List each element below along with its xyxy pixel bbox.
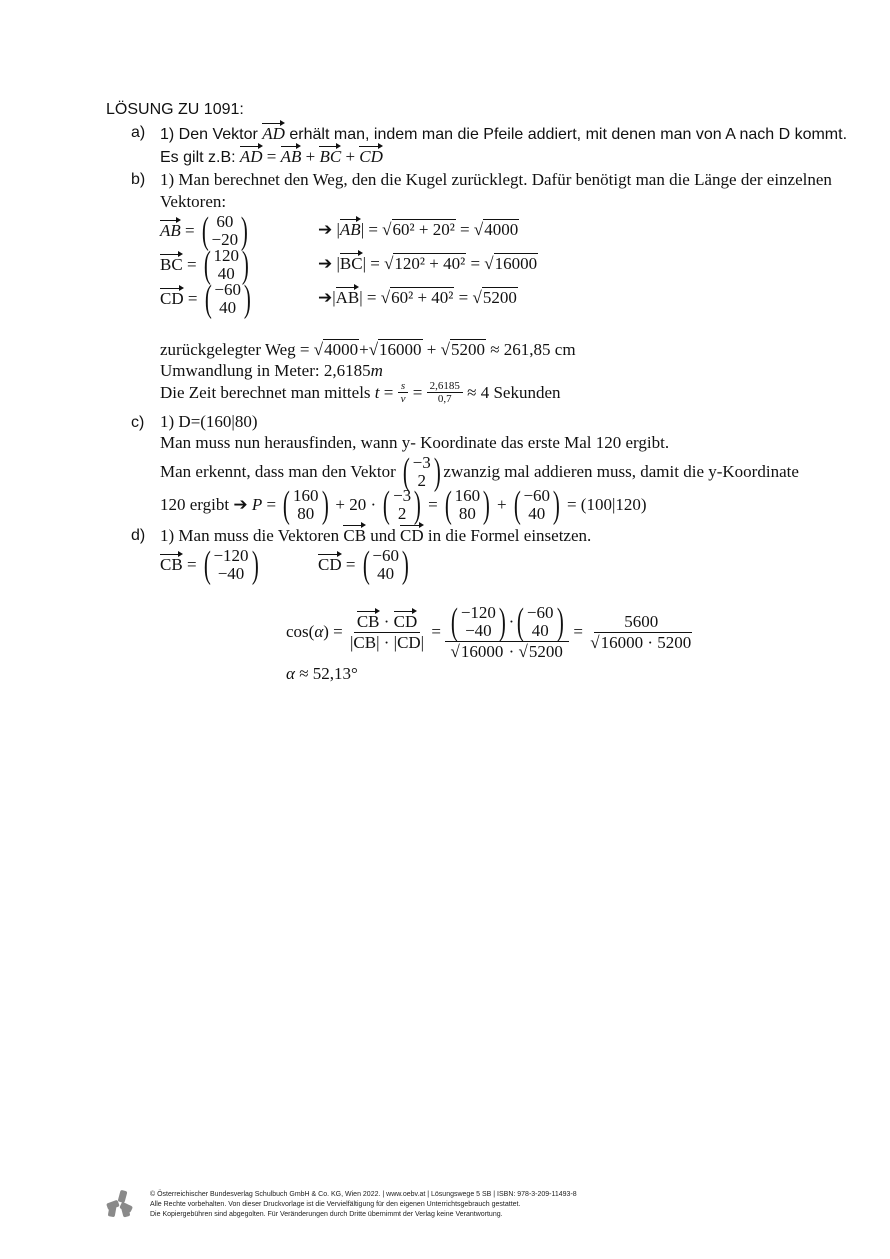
part-c-line2: Man muss nun herausfinden, wann y- Koordinate das erste Mal 120 ergibt. [160, 433, 670, 452]
part-c-line4-pre: 120 ergibt [160, 495, 230, 514]
alpha-result-line [286, 664, 358, 684]
matrix-c2: ( −3 2 ) [383, 484, 421, 526]
root-ab-calc: 60² + 20² [392, 220, 455, 239]
c-m4-bottom: 40 [528, 504, 546, 523]
part-d-label: d) [131, 527, 146, 544]
part-a-text: 1) Den Vektor [160, 126, 258, 143]
frac-cos1-num [354, 612, 420, 633]
vector-ab: AB [280, 147, 302, 166]
vector-ad: AD [262, 124, 285, 143]
part-c-line4: 120 ergibt ➔ P = ( 160 80 ) + 20 · ( −3 2 ) = ( 160 80 ) + ( −60 40 ) = (100|120) [160, 484, 647, 526]
matrix-ab: ( 60 −20 ) [201, 210, 248, 252]
cb-bottom: −40 [217, 564, 245, 583]
vector-bc: BC [319, 147, 342, 166]
num-cd-top: −60 [526, 602, 554, 622]
part-c-label: c) [131, 414, 145, 431]
frac-cos2-num: ( −120 −40 ) · ( −60 40 ) [445, 603, 569, 642]
zeit-label: Die Zeit berechnet man mittels [160, 382, 371, 402]
part-b-line1: 1) Man berechnet den Weg, den die Kugel zurücklegt. Dafür benötigt man die Länge der einzelnen [160, 170, 832, 189]
root-ab-result: 4000 [484, 220, 519, 239]
matrix-ab-top: 60 [216, 212, 234, 231]
c-m4-top: −60 [523, 486, 551, 505]
vector-cd-name-d: CD [318, 555, 342, 574]
part-b-line2: Vektoren: [160, 192, 227, 211]
num-cb-bottom: −40 [465, 620, 492, 640]
vector-cd-name: CD [160, 289, 184, 308]
cos-close: ) = [323, 622, 343, 641]
frac-cos1-den: |CB| · |CD| [350, 632, 425, 652]
row-cd-calc: ➔|AB| = √60² + 40² = √5200 [318, 288, 517, 308]
vector-bc-name: BC [160, 255, 183, 274]
matrix-bc-bottom: 40 [217, 264, 235, 283]
vector-cd: CD [359, 147, 383, 166]
c-m3-bottom: 80 [458, 504, 476, 523]
weg-root2: 16000 [379, 340, 422, 359]
frac-cos2-den: √16000 · √5200 [450, 641, 563, 661]
alpha-symbol-2: α [286, 664, 295, 683]
vector-cb: CB [343, 526, 367, 545]
matrix-cb: ( −120 −40 ) [203, 544, 259, 586]
matrix-cd: ( −60 40 ) [204, 278, 251, 320]
num-cb: CB [356, 611, 380, 631]
row-bc-calc: ➔ |BC| = √120² + 40² = √16000 [318, 254, 538, 274]
c-factor: + 20 · [335, 495, 377, 514]
c-m2-bottom: 2 [397, 504, 407, 523]
frac-s: s [398, 380, 408, 393]
alpha-symbol: α [314, 622, 324, 641]
matrix-cd-d: ( −60 40 ) [362, 544, 409, 586]
num-cb-top: −120 [460, 602, 496, 622]
frac-s-v [398, 380, 409, 405]
c-vec-top: −3 [412, 453, 431, 472]
matrix-bc-top: 120 [213, 246, 239, 265]
c-m1-top: 160 [293, 486, 319, 505]
abs-ab: AB [339, 220, 361, 239]
part-b-label: b) [131, 171, 146, 188]
frac-v: v [400, 393, 406, 405]
frac-cos3 [587, 612, 695, 653]
arrow-icon: ➔ [318, 254, 333, 274]
weg-root1: 4000 [324, 340, 359, 359]
frac-cos3-num: 5600 [594, 612, 688, 633]
footer-line1: © Österreichischer Bundesverlag Schulbuch GmbH & Co. KG, Wien 2022. | www.oebv.at | Lösungswege 5 SB | ISBN: 978-3-209-11493-8 [150, 1191, 577, 1198]
row-cb-d: CB = ( −120 −40 ) [160, 545, 261, 585]
publisher-logo-icon [104, 1188, 136, 1220]
c-m2-top: −3 [393, 486, 412, 505]
abs-bc: BC [339, 254, 363, 273]
root-cd-result: 5200 [482, 288, 517, 307]
frac-cos3-den: √16000 · 5200 [590, 632, 692, 652]
cd-top: −60 [372, 546, 399, 565]
part-d-und: und [370, 526, 396, 545]
cd-bottom: 40 [377, 564, 395, 583]
row-ab-calc: ➔ |AB| = √60² + 20² = √4000 [318, 220, 519, 240]
part-a-label: a) [131, 124, 146, 141]
c-result: = (100|120) [566, 495, 647, 514]
matrix-cd-top: −60 [214, 280, 241, 299]
part-c-line3-post: zwanzig mal addieren muss, damit die y-Koordinate [443, 462, 799, 481]
num-matrix-cb: ( −120 −40 ) [451, 600, 506, 643]
c-m1-bottom: 80 [297, 504, 315, 523]
footer-line3: Die Kopiergebühren sind abgegolten. Für Veränderungen durch Dritte übernimmt der Verlag keine Verantwortung. [150, 1211, 503, 1218]
meter-line [160, 361, 383, 381]
part-a-line1 [160, 124, 847, 144]
arrow-icon: ➔ [233, 495, 248, 515]
frac-cos1 [347, 612, 427, 653]
cb-top: −120 [213, 546, 249, 565]
frac-zeit-den: 0,7 [437, 393, 452, 405]
num-cd-bottom: 40 [531, 620, 549, 640]
matrix-bc: ( 120 40 ) [203, 244, 249, 286]
row-cd-d: CD = ( −60 40 ) [318, 545, 412, 585]
footer [150, 1190, 577, 1220]
part-a-text-rest: erhält man, indem man die Pfeile addiert, mit denen man von A nach D kommt. [289, 126, 848, 143]
matrix-c-vector: ( −3 2 ) [402, 451, 441, 493]
root-bc-calc: 120² + 40² [394, 254, 466, 273]
part-d-line1-pre: 1) Man muss die Vektoren [160, 526, 340, 545]
alpha-result: ≈ 52,13° [299, 664, 358, 683]
weg-result: ≈ 261,85 cm [490, 340, 576, 359]
matrix-c1: ( 160 80 ) [283, 484, 329, 526]
row-cd: CD = ( −60 40 ) [160, 279, 254, 319]
vector-cd-d: CD [400, 526, 424, 545]
matrix-cd-bottom: 40 [219, 298, 237, 317]
root-cd-calc: 60² + 40² [391, 288, 454, 307]
frac-cos2 [445, 600, 569, 662]
point-p: P [251, 495, 263, 514]
page-heading: LÖSUNG ZU 1091: [106, 101, 244, 118]
part-d-line1 [160, 526, 591, 546]
frac-zeit-num: 2,6185 [427, 380, 463, 393]
cos-formula: cos( α ) = $\frac{CB \cdot CD}{|CB| \cdot |CD|}$ = ( −120 −40 ) · ( −60 40 ) √16000 · √5200 = $\frac{5600}{√16000 \cdot 5200}$ [286, 600, 695, 664]
row-ab: AB = ( 60 −20 ) [160, 211, 251, 251]
arrow-icon: ➔ [318, 220, 333, 240]
vector-cb-name: CB [160, 555, 183, 574]
meter-label: Umwandlung in Meter: 2,6185 [160, 361, 371, 380]
part-c-line1: 1) D=(160|80) [160, 412, 258, 431]
vector-ab-name: AB [160, 221, 181, 240]
matrix-c3: ( 160 80 ) [444, 484, 490, 526]
cos-label: cos( [286, 622, 315, 641]
root-bc-result: 16000 [494, 254, 538, 273]
matrix-c4: ( −60 40 ) [513, 484, 560, 526]
abs-cd: AB [335, 288, 360, 307]
zeit-t: t [374, 382, 380, 402]
num-cd: CD [393, 611, 418, 631]
den-final: 16000 · 5200 [600, 632, 692, 652]
zeit-line: Die Zeit berechnet man mittels t = $\frac{s}{v}$ = $\frac{2,6185}{0,7}$ ≈ 4 Sekunden [160, 380, 561, 405]
row-bc: BC = ( 120 40 ) [160, 245, 252, 285]
num-dot: · [379, 611, 394, 631]
c-vec-bottom: 2 [417, 471, 426, 490]
c-m3-top: 160 [454, 486, 481, 505]
weg-root3: 5200 [450, 340, 485, 359]
part-a-prefix: Es gilt z.B: [160, 149, 236, 166]
arrow-icon: ➔ [318, 288, 333, 308]
meter-unit: m [370, 361, 383, 380]
den-root2: 5200 [528, 641, 563, 661]
frac-zeit [427, 380, 463, 405]
weg-line: zurückgelegter Weg = √4000+√16000 + √5200 ≈ 261,85 cm [160, 340, 576, 359]
num-matrix-cd: ( −60 40 ) [517, 600, 564, 643]
den-root1: 16000 [460, 641, 504, 661]
part-a-line2: Es gilt z.B: AD = AB + BC + CD [160, 147, 383, 166]
matrix-ab-bottom: −20 [211, 230, 239, 249]
footer-line2: Alle Rechte vorbehalten. Von dieser Druckvorlage ist die Vervielfältigung für den eigenen Unterrichtsgebrauch gestattet. [150, 1201, 521, 1208]
part-c-line3-pre: Man erkennt, dass man den Vektor [160, 462, 396, 481]
part-d-line1-post: in die Formel einsetzen. [427, 526, 592, 545]
weg-label: zurückgelegter Weg = [160, 340, 310, 359]
vector-ad-2: AD [239, 147, 263, 166]
zeit-result: ≈ 4 Sekunden [467, 382, 561, 402]
